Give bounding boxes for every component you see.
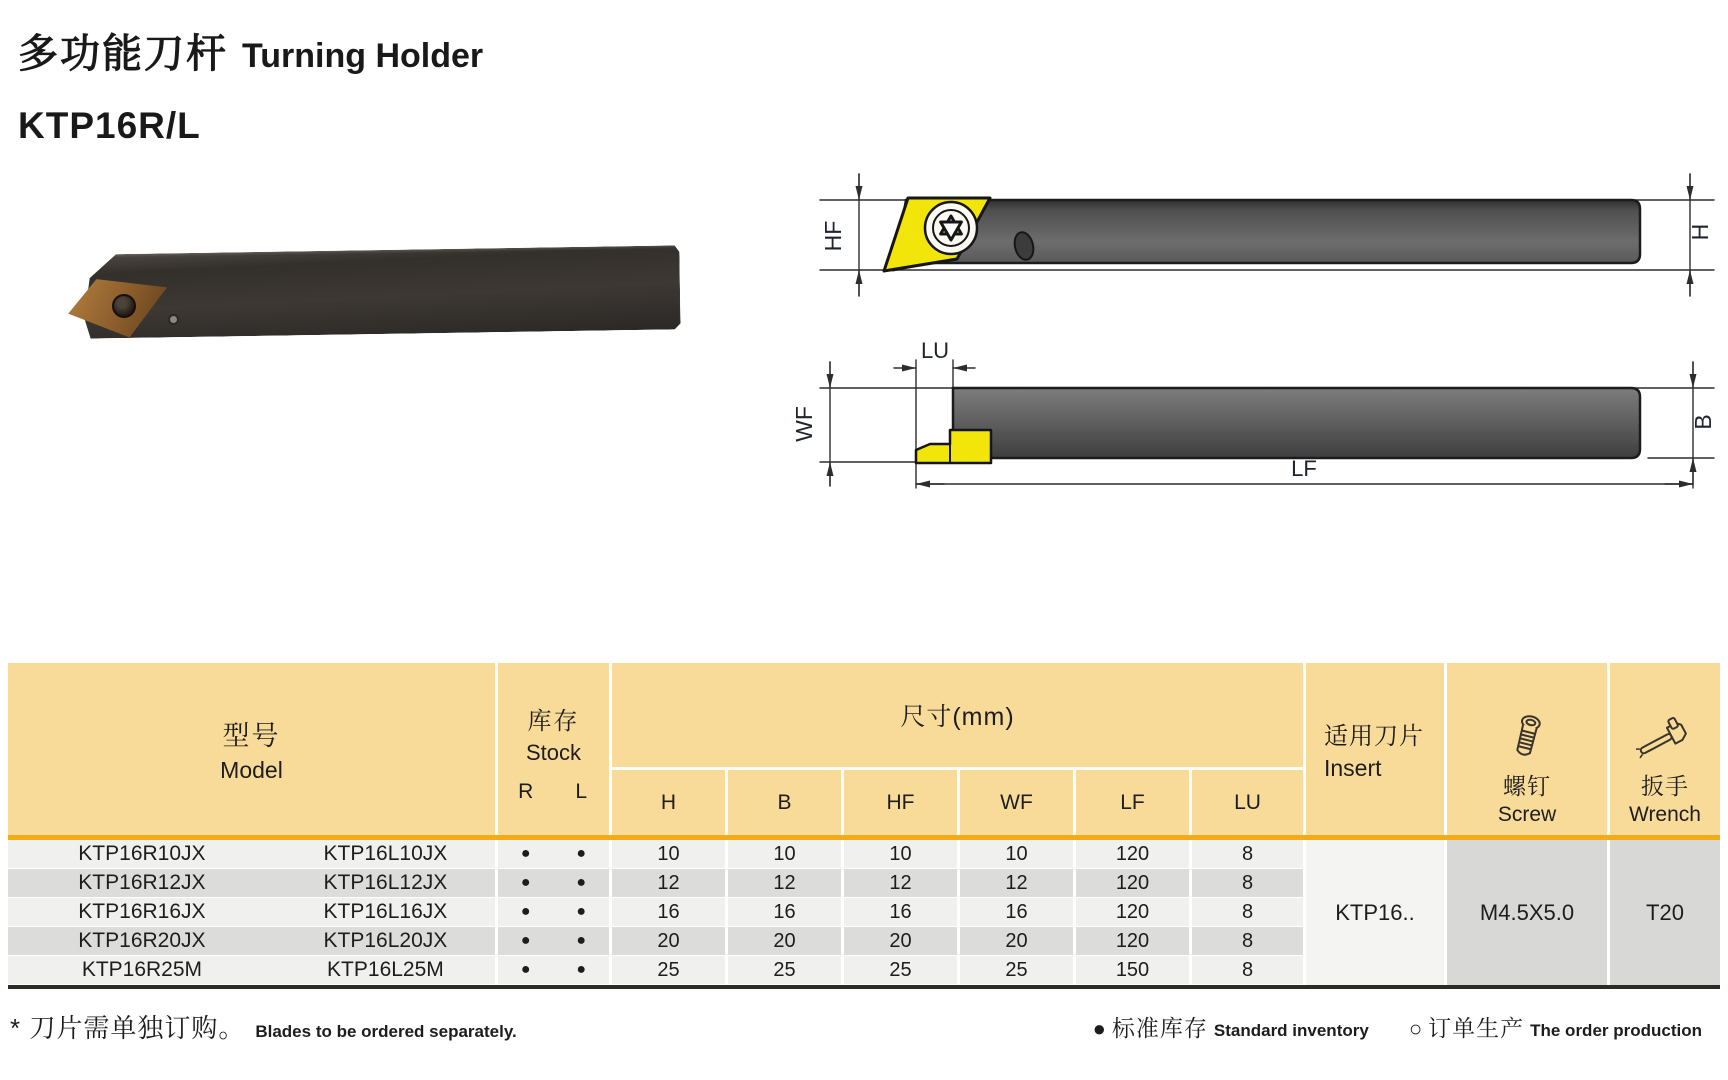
table-header [8, 663, 1720, 835]
model-r: KTP16R10JX [78, 842, 206, 865]
page-title-cn: 多功能刀杆 [18, 32, 228, 76]
page-title-en: Turning Holder [242, 37, 484, 75]
stock-dot-l: ● [576, 961, 587, 978]
legend-standard-cn: 标准库存 [1111, 1015, 1208, 1041]
model-r: KTP16R25M [81, 958, 203, 981]
wrench-header-en: Wrench [1629, 803, 1701, 826]
table-row [8, 927, 1306, 956]
screw-header-en: Screw [1497, 803, 1557, 826]
dim-label-lf: LF [1291, 456, 1317, 481]
top-view-shank [953, 388, 1640, 458]
cell-wf: 10 [960, 840, 1076, 869]
table-rows [8, 840, 1306, 985]
cell-lu: 8 [1192, 840, 1306, 869]
dim-col-b: B [728, 770, 844, 835]
screw-icon [1510, 714, 1544, 762]
dim-col-wf: WF [960, 770, 1076, 835]
cell-wf: 20 [960, 927, 1076, 956]
insert-header-cn: 适用刀片 [1324, 723, 1424, 750]
technical-drawing [0, 130, 1728, 510]
model-l: KTP16L20JX [323, 929, 448, 952]
dim-label-hf: HF [820, 220, 846, 252]
cell-wf: 16 [960, 898, 1076, 927]
dimensions-subheader [612, 770, 1303, 835]
model-l: KTP16L25M [327, 958, 444, 981]
cell-lf: 120 [1076, 869, 1192, 898]
cell-b: 25 [728, 956, 844, 985]
stock-dot-l: ● [576, 903, 587, 920]
cell-b: 12 [728, 869, 844, 898]
col-header-insert [1306, 663, 1447, 835]
table-row [8, 956, 1306, 985]
stock-subheader-r: R [518, 779, 534, 803]
dim-col-hf: HF [844, 770, 960, 835]
cell-lu: 8 [1192, 869, 1306, 898]
dim-col-lf: LF [1076, 770, 1192, 835]
legend-order-en: The order production [1530, 1021, 1702, 1040]
wrench-value-cell: T20 [1610, 840, 1720, 985]
cell-b: 10 [728, 840, 844, 869]
footnote [10, 1008, 517, 1045]
cell-b: 20 [728, 927, 844, 956]
col-header-wrench [1610, 663, 1720, 835]
legend-standard-en: Standard inventory [1213, 1021, 1369, 1040]
cell-h: 20 [612, 927, 728, 956]
model-header-cn: 型号 [222, 721, 281, 751]
stock-dot-l: ● [576, 874, 587, 891]
cell-h: 10 [612, 840, 728, 869]
model-l: KTP16L10JX [323, 842, 448, 865]
dim-label-b: B [1690, 414, 1716, 430]
stock-dot-r: ● [520, 903, 531, 920]
wrench-header-cn: 扳手 [1641, 773, 1689, 799]
cell-h: 12 [612, 869, 728, 898]
model-r: KTP16R20JX [78, 929, 206, 952]
stock-dot-r: ● [520, 961, 531, 978]
cell-hf: 20 [844, 927, 960, 956]
stock-dot-l: ● [576, 932, 587, 949]
stock-header-cn: 库存 [527, 707, 580, 735]
cell-lf: 120 [1076, 927, 1192, 956]
stock-subheader [498, 780, 609, 804]
col-header-dimensions [612, 663, 1306, 835]
cell-b: 16 [728, 898, 844, 927]
empty-circle-icon: ○ [1408, 1016, 1423, 1041]
stock-header-en: Stock [525, 739, 582, 765]
dim-label-h: H [1687, 223, 1713, 241]
screw-header-cn: 螺钉 [1503, 773, 1551, 799]
screw-value-cell: M4.5X5.0 [1447, 840, 1610, 985]
footnote-cn: * 刀片需单独订购。 [10, 1013, 246, 1043]
wrench-icon [1636, 716, 1694, 762]
col-header-model [8, 663, 498, 835]
model-r: KTP16R16JX [78, 900, 206, 923]
cell-hf: 25 [844, 956, 960, 985]
stock-dot-l: ● [576, 845, 587, 862]
series-code: KTP16R/L [18, 105, 201, 146]
dim-col-lu: LU [1234, 790, 1261, 814]
cell-lf: 120 [1076, 898, 1192, 927]
cell-h: 25 [612, 956, 728, 985]
spec-table [8, 663, 1720, 989]
table-row [8, 898, 1306, 927]
col-header-screw [1447, 663, 1610, 835]
table-row [8, 840, 1306, 869]
cell-hf: 12 [844, 869, 960, 898]
dim-col-h: H [612, 770, 728, 835]
insert-top [916, 430, 991, 463]
model-l: KTP16L16JX [323, 900, 448, 923]
legend-order-cn: 订单生产 [1428, 1015, 1525, 1041]
stock-subheader-l: L [575, 779, 588, 803]
side-view [820, 174, 1714, 296]
cell-hf: 10 [844, 840, 960, 869]
cell-hf: 16 [844, 898, 960, 927]
col-header-stock [498, 663, 612, 835]
model-r: KTP16R12JX [78, 871, 206, 894]
insert-header-en: Insert [1324, 755, 1382, 781]
top-view [791, 338, 1716, 488]
cell-lf: 120 [1076, 840, 1192, 869]
dim-label-lu: LU [920, 338, 950, 363]
dim-label-wf: WF [791, 406, 817, 442]
title-block [18, 22, 483, 147]
cell-lu: 8 [1192, 956, 1306, 985]
stock-dot-r: ● [520, 845, 531, 862]
table-body [8, 840, 1720, 985]
stock-legend [1093, 1010, 1702, 1043]
cell-wf: 25 [960, 956, 1076, 985]
table-bottom-border [8, 985, 1720, 989]
stock-dot-r: ● [520, 874, 531, 891]
cell-lf: 150 [1076, 956, 1192, 985]
cell-h: 16 [612, 898, 728, 927]
model-l: KTP16L12JX [323, 871, 448, 894]
filled-circle-icon: ● [1092, 1016, 1106, 1041]
cell-lu: 8 [1192, 898, 1306, 927]
dimensions-title: 尺寸(mm) [612, 663, 1303, 770]
stock-dot-r: ● [520, 932, 531, 949]
footnote-en: Blades to be ordered separately. [255, 1022, 517, 1041]
cell-wf: 12 [960, 869, 1076, 898]
cell-lu: 8 [1192, 927, 1306, 956]
side-view-shank [894, 200, 1640, 270]
model-header-en: Model [220, 757, 283, 783]
insert-value-cell: KTP16.. [1306, 840, 1447, 985]
table-row [8, 869, 1306, 898]
